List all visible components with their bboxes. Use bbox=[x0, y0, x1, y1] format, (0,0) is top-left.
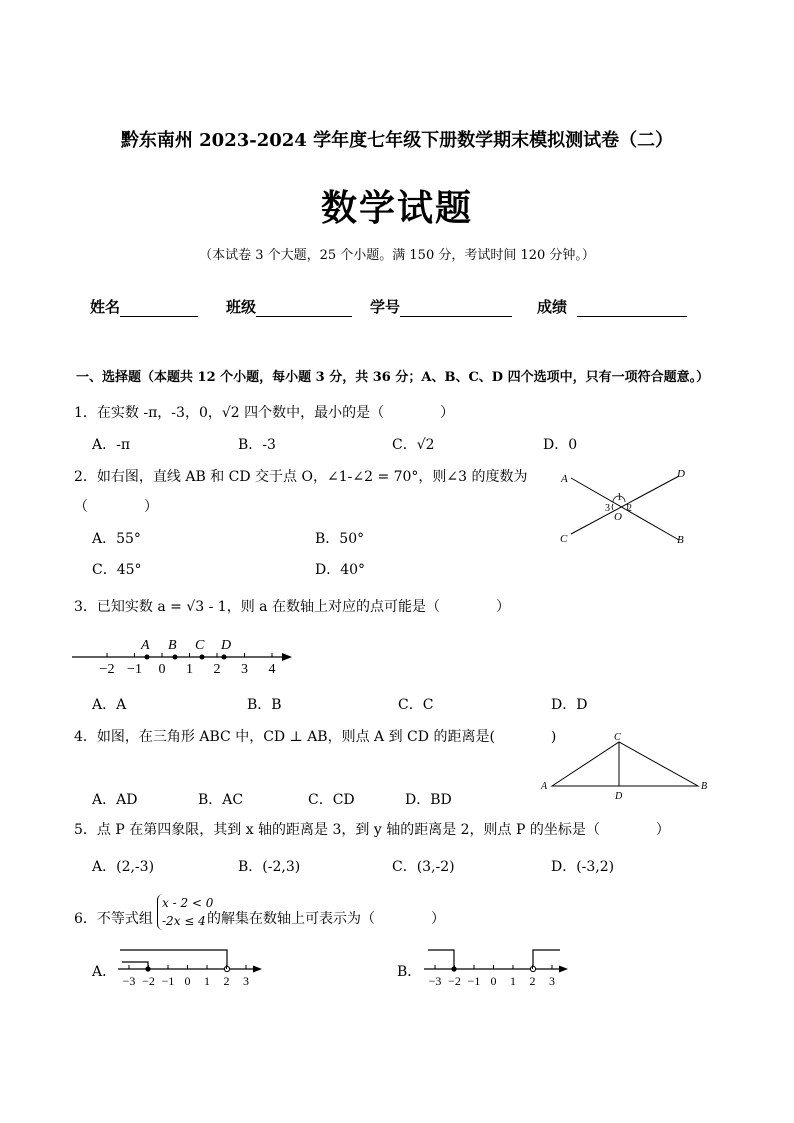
axis-tick-label: 2 bbox=[223, 974, 230, 988]
axis-tick-label: −1 bbox=[161, 974, 175, 988]
q1-option-b[interactable]: B．-3 bbox=[238, 437, 276, 453]
question-number: 3． bbox=[74, 599, 97, 615]
axis-tick-label: 0 bbox=[158, 662, 166, 677]
question-number: 6． bbox=[74, 911, 97, 927]
q2-option-a[interactable]: A．55° bbox=[92, 531, 141, 547]
score-blank[interactable] bbox=[577, 300, 687, 317]
class-label: 班级 bbox=[226, 298, 257, 316]
axis-arrow bbox=[253, 966, 262, 973]
axis-tick-label: 1 bbox=[186, 662, 193, 677]
question-number: 4． bbox=[74, 729, 97, 745]
label-d: D bbox=[615, 791, 623, 802]
point-d bbox=[222, 655, 227, 660]
axis-tick-label: 1 bbox=[204, 974, 210, 988]
section-1-title: 一、选择题（本题共 12 个小题，每小题 3 分，共 36 分；A、B、C、D 四个选项中，只有一项符合题意。） bbox=[76, 370, 710, 385]
q4-triangle-figure bbox=[538, 728, 718, 806]
solution-ray-right bbox=[120, 950, 227, 969]
class-blank[interactable] bbox=[256, 300, 352, 317]
question-stem-suffix: 的解集在数轴上可表示为（ ） bbox=[207, 911, 445, 927]
q5-option-a[interactable]: A．(2,-3) bbox=[92, 859, 155, 875]
q3-option-a[interactable]: A．A bbox=[92, 697, 127, 713]
q2-option-b[interactable]: B．50° bbox=[315, 531, 365, 547]
axis-tick-label: −2 bbox=[99, 662, 115, 677]
name-blank[interactable] bbox=[120, 300, 198, 317]
axis-tick-label: 4 bbox=[268, 662, 276, 677]
question-stem: 如右图，直线 AB 和 CD 交于点 O，∠1-∠2 = 70°，则∠3 的度数为 bbox=[96, 469, 528, 485]
axis-tick-label: 3 bbox=[241, 662, 248, 677]
question-1 bbox=[74, 402, 454, 422]
q6-option-a[interactable]: A． bbox=[92, 964, 117, 980]
question-2 bbox=[74, 466, 528, 486]
axis-tick-label: 3 bbox=[549, 974, 555, 988]
axis-tick-label: 1 bbox=[510, 974, 516, 988]
point-b bbox=[173, 655, 178, 660]
point-label-c: C bbox=[195, 638, 205, 653]
main-title: 数学试题 bbox=[320, 187, 473, 229]
solution-ray-left bbox=[122, 962, 148, 969]
point-a bbox=[145, 655, 150, 660]
q4-option-a[interactable]: A．AD bbox=[92, 792, 138, 808]
label-a: A bbox=[541, 781, 548, 792]
label-b: B bbox=[701, 781, 708, 792]
label-c: C bbox=[614, 732, 621, 743]
question-number: 2． bbox=[74, 469, 97, 485]
label-d: D bbox=[677, 468, 685, 480]
score-label: 成绩 bbox=[537, 298, 568, 316]
q3-option-c[interactable]: C．C bbox=[398, 697, 434, 713]
question-5 bbox=[74, 819, 670, 839]
line-cd bbox=[571, 476, 679, 534]
exam-header-title: 黔东南州 2023-2024 学年度七年级下册数学期末模拟测试卷（二） bbox=[120, 130, 674, 151]
triangle-abc bbox=[552, 742, 698, 786]
axis-tick-label: 2 bbox=[529, 974, 536, 988]
axis-tick-label: −3 bbox=[428, 974, 442, 988]
inequality-1: x - 2 < 0 bbox=[162, 896, 214, 910]
angle-3-arc bbox=[612, 504, 613, 510]
inequality-system bbox=[157, 894, 213, 930]
q6-option-a-number-line bbox=[110, 945, 270, 991]
q5-option-d[interactable]: D．(-3,2) bbox=[551, 859, 615, 875]
solution-ray-left bbox=[428, 950, 454, 969]
axis-tick-label: 3 bbox=[243, 974, 249, 988]
axis-tick-label: −2 bbox=[448, 974, 461, 988]
line-ab bbox=[571, 478, 679, 540]
q4-option-b[interactable]: B．AC bbox=[198, 792, 244, 808]
point-c bbox=[200, 655, 205, 660]
exam-subtitle: （本试卷 3 个大题，25 个小题。满 150 分，考试时间 120 分钟。） bbox=[199, 248, 595, 263]
label-c: C bbox=[560, 533, 568, 545]
question-stem: 如图，在三角形 ABC 中，CD ⊥ AB，则点 A 到 CD 的距离是( ) bbox=[96, 729, 557, 745]
label-angle-2: 2 bbox=[627, 503, 632, 514]
axis-arrow bbox=[559, 966, 568, 973]
class-field bbox=[226, 296, 352, 317]
question-stem: 在实数 -π，-3，0，√2 四个数中，最小的是（ ） bbox=[96, 405, 455, 421]
q2-option-d[interactable]: D．40° bbox=[315, 562, 366, 578]
q3-number-line bbox=[70, 632, 300, 680]
axis-tick-label: −2 bbox=[142, 974, 155, 988]
question-number: 5． bbox=[74, 822, 97, 838]
label-o: O bbox=[614, 511, 622, 523]
question-stem-prefix: 不等式组 bbox=[96, 911, 153, 927]
axis-tick-label: 0 bbox=[184, 974, 191, 988]
q5-option-c[interactable]: C．(3,-2) bbox=[392, 859, 455, 875]
solution-ray-right bbox=[533, 950, 560, 969]
axis-tick-label: 0 bbox=[490, 974, 497, 988]
label-a: A bbox=[561, 473, 568, 485]
q3-option-d[interactable]: D．D bbox=[551, 697, 588, 713]
label-b: B bbox=[677, 534, 684, 546]
q6-option-b[interactable]: B． bbox=[397, 964, 422, 980]
q4-option-c[interactable]: C．CD bbox=[308, 792, 355, 808]
name-label: 姓名 bbox=[90, 298, 121, 316]
question-stem: 点 P 在第四象限，其到 x 轴的距离是 3，到 y 轴的距离是 2，则点 P 的坐标是（ ） bbox=[96, 822, 670, 838]
question-2-blank: （ ） bbox=[74, 499, 158, 515]
q1-option-c[interactable]: C．√2 bbox=[392, 437, 435, 453]
axis-tick-label: −3 bbox=[122, 974, 136, 988]
axis-tick-label: 2 bbox=[213, 662, 221, 677]
student-id-blank[interactable] bbox=[400, 300, 512, 317]
q2-option-c[interactable]: C．45° bbox=[92, 562, 142, 578]
q2-intersecting-lines-figure bbox=[555, 462, 705, 547]
question-3 bbox=[74, 596, 510, 616]
q4-option-d[interactable]: D．BD bbox=[405, 792, 452, 808]
question-number: 1． bbox=[74, 405, 97, 421]
point-label-d: D bbox=[221, 638, 232, 653]
q5-option-b[interactable]: B．(-2,3) bbox=[238, 859, 301, 875]
inequality-2: -2x ≤ 4 bbox=[162, 914, 206, 928]
axis-tick-label: −1 bbox=[467, 974, 481, 988]
q1-option-d[interactable]: D．0 bbox=[543, 437, 578, 453]
question-stem: 已知实数 a = √3 - 1，则 a 在数轴上对应的点可能是（ ） bbox=[96, 599, 510, 615]
score-field bbox=[537, 296, 687, 317]
label-angle-1: 1 bbox=[617, 492, 622, 503]
q6-option-b-number-line bbox=[416, 945, 576, 991]
point-label-b: B bbox=[168, 638, 177, 653]
name-field bbox=[90, 296, 198, 317]
q1-option-a[interactable]: A．-π bbox=[92, 437, 131, 453]
axis-tick-label: −1 bbox=[127, 662, 142, 677]
q3-option-b[interactable]: B．B bbox=[247, 697, 282, 713]
question-4 bbox=[74, 726, 556, 746]
point-label-a: A bbox=[141, 638, 150, 653]
question-6 bbox=[74, 908, 153, 928]
label-angle-3: 3 bbox=[605, 503, 610, 514]
student-id-label: 学号 bbox=[370, 298, 401, 316]
axis-arrow bbox=[282, 653, 292, 661]
student-id-field bbox=[370, 296, 512, 317]
